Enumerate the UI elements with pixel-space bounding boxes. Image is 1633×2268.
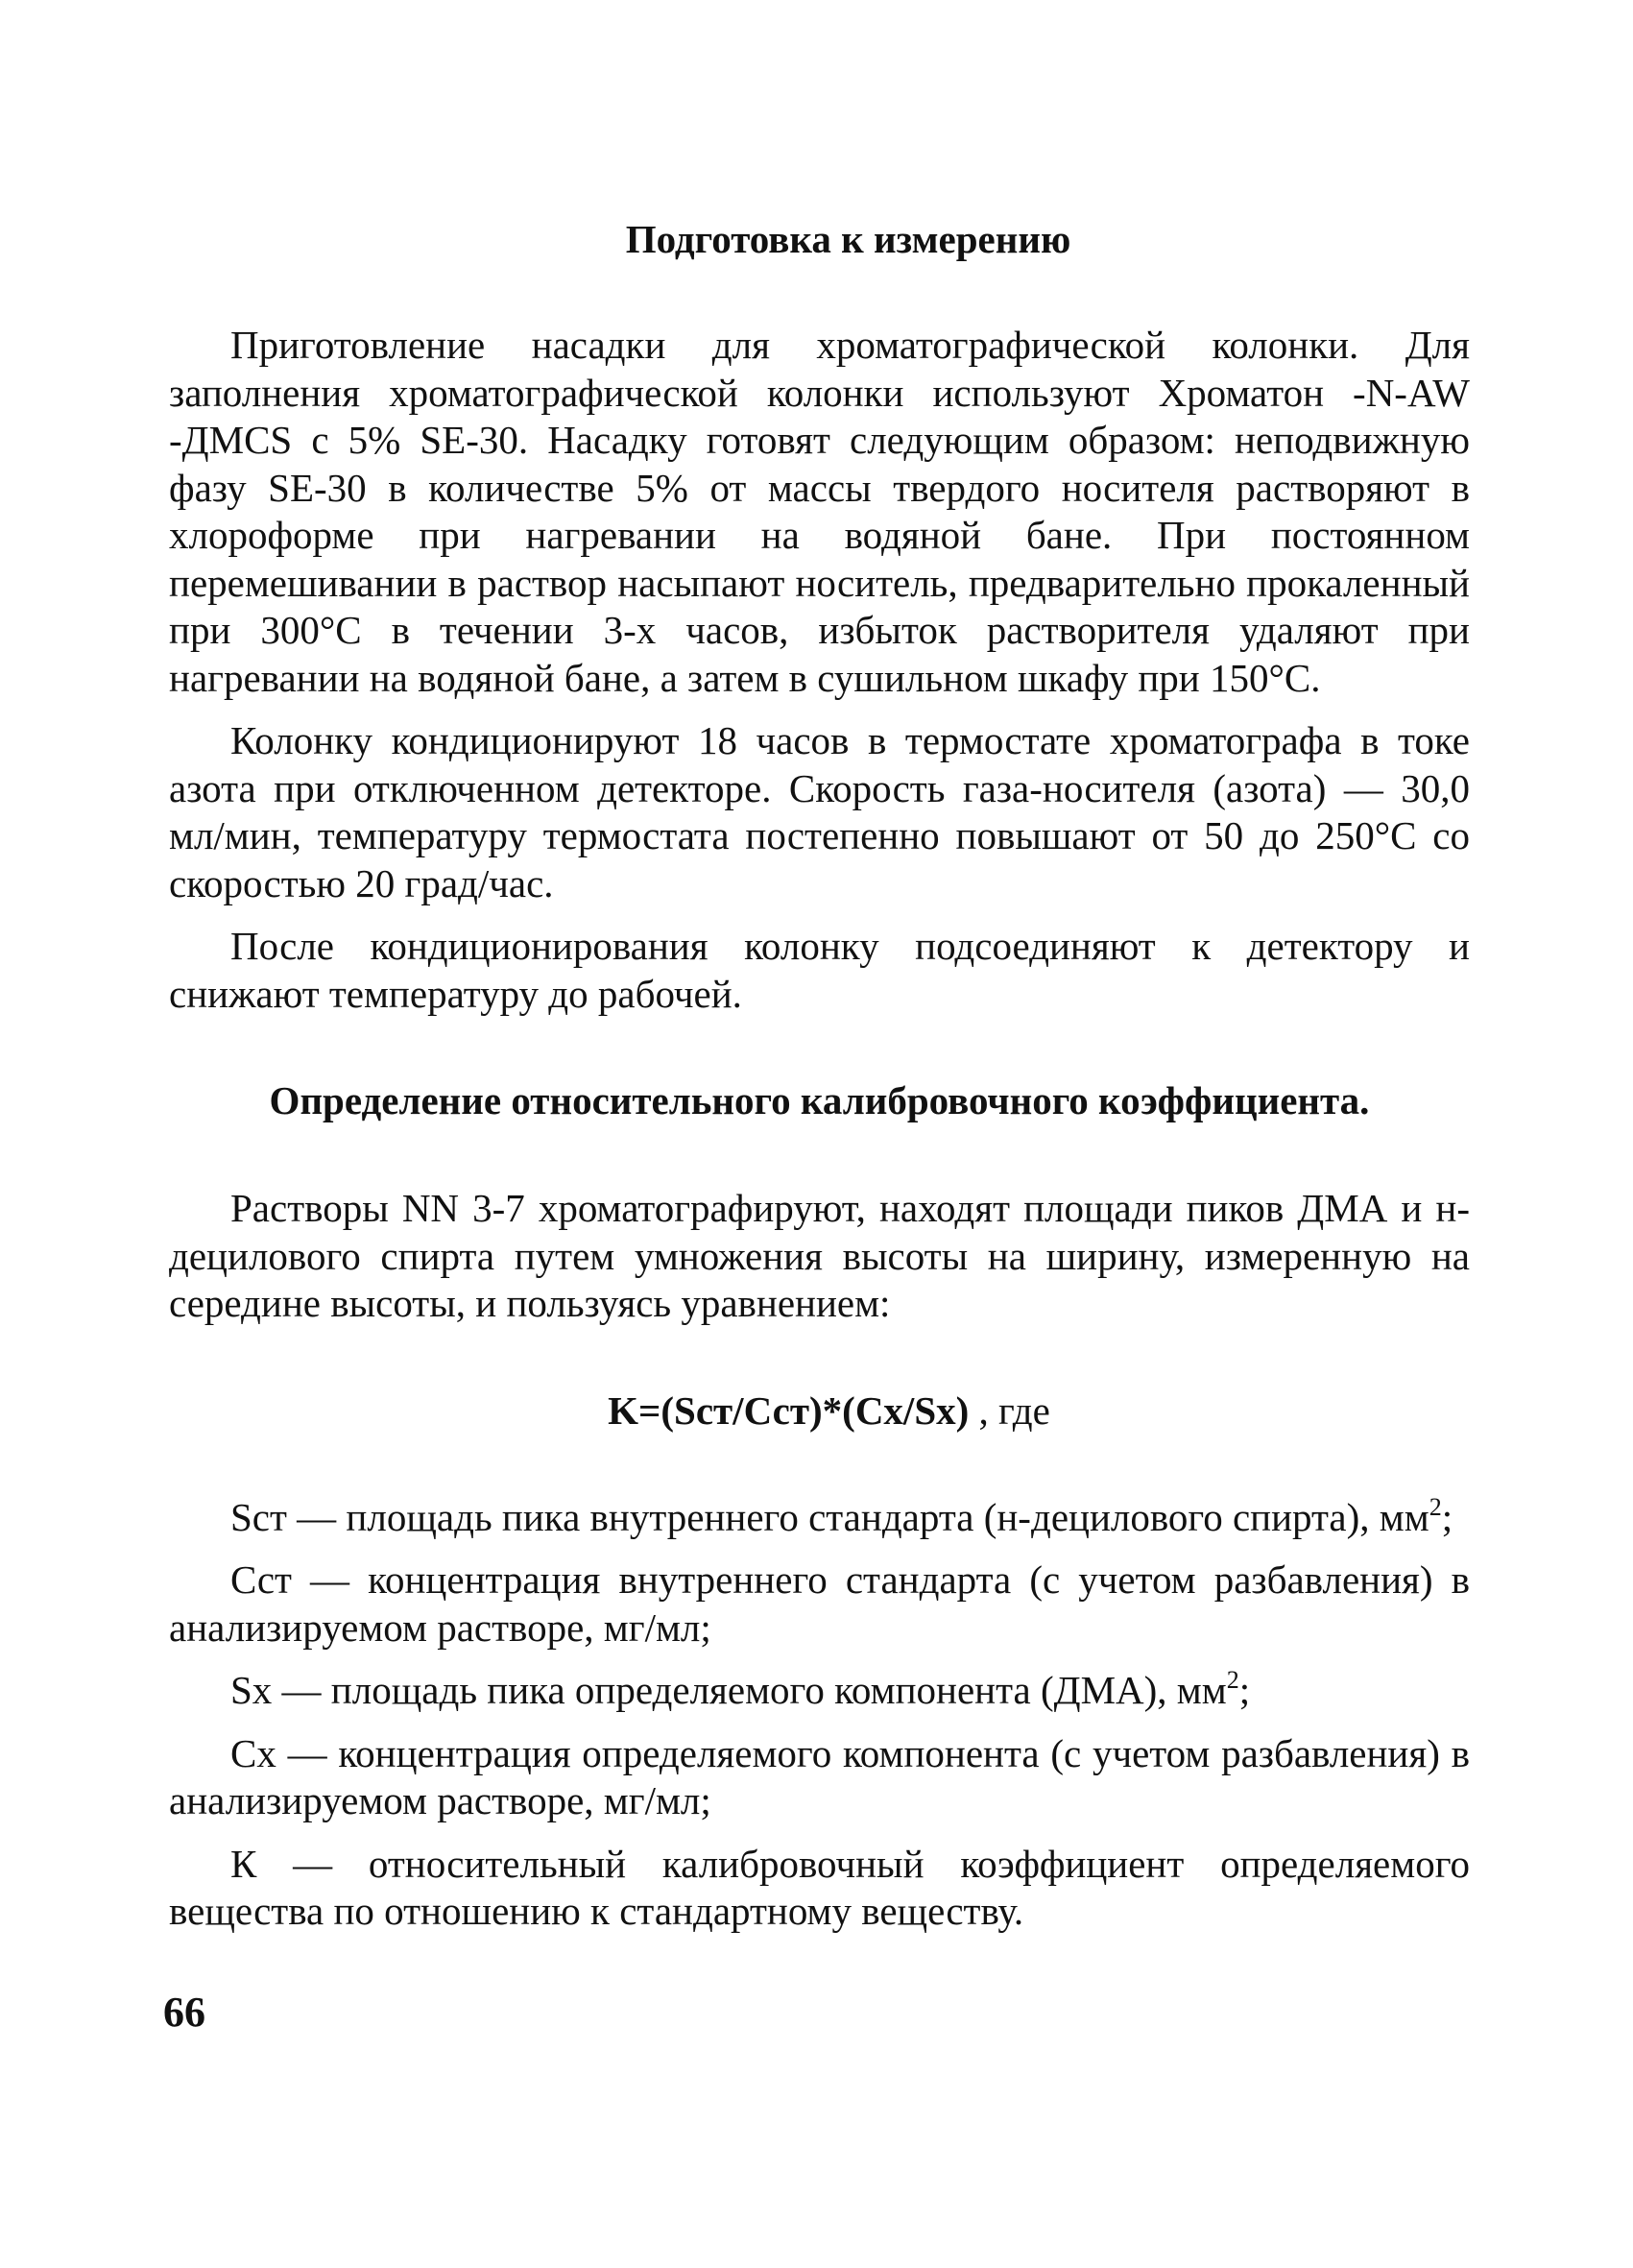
section-heading-calibration: Определение относительного калибровочного коэффициента. [269,1078,1370,1122]
definition-c-standard [169,1556,1470,1652]
definition-tail: ; [1238,1668,1251,1712]
paragraph-column-conditioning: Колонку кондиционируют 18 часов в термостате хроматографа в токе азота при отключенном детекторе. Скорость газа-носителя (азота) — 30,0 мл/мин, температуру термостата постепенно повышают от 50 до 250°С со скоростью 20 град/час. [169,718,1470,905]
definition-text: Sст — площадь пика внутреннего стандарта (н-децилового спирта), мм [230,1494,1429,1539]
definition-superscript: 2 [1226,1666,1239,1694]
definition-tail: ; [1441,1494,1453,1539]
formula-expression: K=(Sст/Сст)*(Сx/Sx) [608,1387,970,1433]
definition-text: Сст — концентрация внутреннего стандарта (с учетом разбавления) в анализируемом растворе, мг/мл; [169,1557,1470,1650]
definition-s-standard [169,1494,1470,1542]
definition-superscript: 2 [1429,1492,1442,1521]
formula-suffix: , где [978,1387,1050,1433]
page-content [169,216,1470,1936]
definition-c-x [169,1730,1470,1825]
section-heading-preparation: Подготовка к измерению [625,217,1071,261]
definition-s-x [169,1667,1470,1715]
paragraph-after-conditioning: После кондиционирования колонку подсоединяют к детектору и снижают температуру до рабочей. [169,924,1470,1016]
definition-k [169,1841,1470,1936]
definition-text: Sx — площадь пика определяемого компонента (ДМА), мм [230,1668,1227,1712]
definition-text: К — относительный калибровочный коэффициент определяемого вещества по отношению к стандартному веществу. [169,1841,1470,1933]
definition-text: Сx — концентрация определяемого компонента (с учетом разбавления) в анализируемом растворе, мг/мл; [169,1730,1470,1822]
page-number: 66 [163,1989,205,2036]
paragraph-calibration-intro: Растворы NN 3-7 хроматографируют, находят площади пиков ДМА и н-децилового спирта путем умножения высоты на ширину, измеренную на середине высоты, и пользуясь уравнением: [169,1186,1470,1325]
formula-line [169,1387,1470,1435]
paragraph-packing-preparation: Приготовление насадки для хроматографической колонки. Для заполнения хроматографической колонки используют Хроматон -N-AW -ДМCS с 5% SE-30. Насадку готовят следующим образом: неподвижную фазу SE-30 в количестве 5% от массы твердого носителя растворяют в хлороформе при нагревании на водяной бане. При постоянном перемешивании в раствор насыпают носитель, предварительно прокаленный при 300°С в течении 3-х часов, избыток растворителя удаляют при нагревании на водяной бане, а затем в сушильном шкафу при 150°С. [169,323,1470,700]
